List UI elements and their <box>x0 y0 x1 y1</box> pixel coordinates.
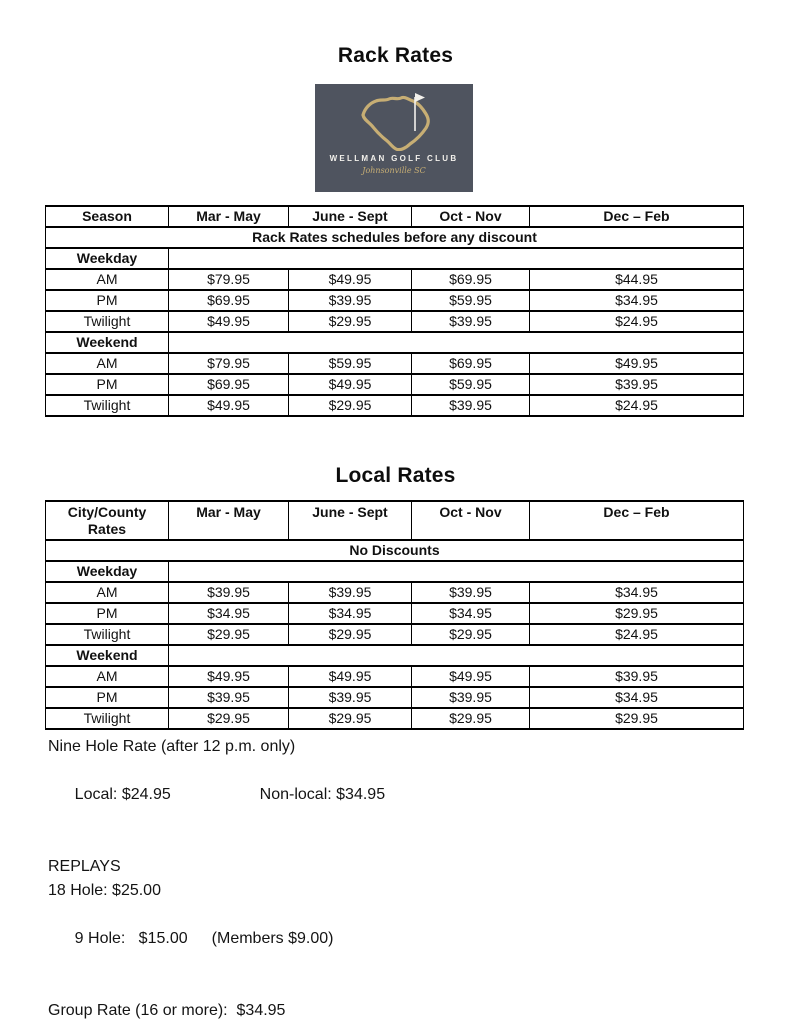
group-rate-line: Group Rate (16 or more): $34.95 <box>48 1002 286 1019</box>
section-row <box>46 561 744 582</box>
column-header: June - Sept <box>289 501 412 540</box>
rate-cell: $29.95 <box>412 708 530 729</box>
rate-cell: $34.95 <box>289 603 412 624</box>
rate-cell: $59.95 <box>412 374 530 395</box>
rate-cell: $69.95 <box>169 374 289 395</box>
row-label: Twilight <box>46 311 169 332</box>
rate-cell: $34.95 <box>169 603 289 624</box>
rate-cell: $29.95 <box>530 603 744 624</box>
rates-notes <box>48 735 728 1023</box>
rate-cell: $29.95 <box>289 311 412 332</box>
rate-cell: $24.95 <box>530 624 744 645</box>
rate-cell: $59.95 <box>412 290 530 311</box>
row-label: PM <box>46 687 169 708</box>
rate-cell: $49.95 <box>289 269 412 290</box>
nine-hole-local-rate: Local: $24.95 <box>74 786 171 803</box>
table-row <box>46 395 744 416</box>
section-row <box>46 248 744 269</box>
table-row <box>46 269 744 290</box>
section-row <box>46 645 744 666</box>
table-row <box>46 624 744 645</box>
rate-cell: $29.95 <box>169 624 289 645</box>
column-header: Dec – Feb <box>530 501 744 540</box>
rate-cell: $49.95 <box>530 353 744 374</box>
column-header: Mar - May <box>169 206 289 227</box>
table-row <box>46 374 744 395</box>
rate-cell: $29.95 <box>289 395 412 416</box>
table-row <box>46 290 744 311</box>
table-row <box>46 687 744 708</box>
table-row <box>46 353 744 374</box>
rate-cell: $24.95 <box>530 395 744 416</box>
table-subheader: Rack Rates schedules before any discount <box>46 227 744 248</box>
rate-cell: $49.95 <box>412 666 530 687</box>
section-label: Weekend <box>46 332 169 353</box>
column-header: Dec – Feb <box>530 206 744 227</box>
rack-rates-table <box>45 205 744 417</box>
rate-cell: $24.95 <box>530 311 744 332</box>
local-rates-table <box>45 500 744 730</box>
rack-rates-title: Rack Rates <box>337 44 454 67</box>
rate-cell: $79.95 <box>169 353 289 374</box>
rack-header-row <box>46 206 744 227</box>
row-label: PM <box>46 290 169 311</box>
section-row <box>46 332 744 353</box>
rate-cell: $39.95 <box>169 582 289 603</box>
section-label: Weekend <box>46 645 169 666</box>
rate-cell: $34.95 <box>530 290 744 311</box>
row-label: AM <box>46 269 169 290</box>
wellman-golf-club-logo <box>315 84 473 192</box>
section-spacer-cell <box>169 561 744 582</box>
rate-cell: $29.95 <box>289 624 412 645</box>
rate-cell: $39.95 <box>289 290 412 311</box>
column-header: City/County Rates <box>46 501 169 540</box>
rate-cell: $79.95 <box>169 269 289 290</box>
table-row <box>46 582 744 603</box>
row-label: AM <box>46 666 169 687</box>
nine-hole-heading: Nine Hole Rate (after 12 p.m. only) <box>48 738 296 755</box>
table-row <box>46 311 744 332</box>
table-row <box>46 603 744 624</box>
replay-9-hole-line <box>48 903 728 975</box>
table-subheader: No Discounts <box>46 540 744 561</box>
rate-cell: $44.95 <box>530 269 744 290</box>
section-spacer-cell <box>169 332 744 353</box>
row-label: Twilight <box>46 624 169 645</box>
rate-cell: $29.95 <box>530 708 744 729</box>
row-label: AM <box>46 582 169 603</box>
rate-cell: $69.95 <box>412 269 530 290</box>
rate-cell: $59.95 <box>289 353 412 374</box>
replays-heading: REPLAYS <box>48 858 121 875</box>
rate-cell: $39.95 <box>412 582 530 603</box>
section-spacer-cell <box>169 645 744 666</box>
section-spacer-cell <box>169 248 744 269</box>
rate-cell: $39.95 <box>412 395 530 416</box>
rate-cell: $34.95 <box>412 603 530 624</box>
rate-cell: $69.95 <box>169 290 289 311</box>
section-label: Weekday <box>46 561 169 582</box>
column-header: June - Sept <box>289 206 412 227</box>
column-header: Oct - Nov <box>412 206 530 227</box>
column-header: Oct - Nov <box>412 501 530 540</box>
replay-9-hole-price: $15.00 <box>138 930 188 947</box>
rate-cell: $39.95 <box>169 687 289 708</box>
rate-cell: $29.95 <box>169 708 289 729</box>
replay-9-hole-members-price: (Members $9.00) <box>211 930 334 947</box>
local-header-row <box>46 501 744 540</box>
local-rates-title: Local Rates <box>335 464 456 487</box>
row-label: PM <box>46 374 169 395</box>
rate-cell: $39.95 <box>530 666 744 687</box>
rate-cell: $39.95 <box>289 687 412 708</box>
rate-cell: $49.95 <box>169 311 289 332</box>
rate-cell: $49.95 <box>169 395 289 416</box>
replay-9-hole-label: 9 Hole: <box>74 930 126 947</box>
rate-cell: $39.95 <box>412 687 530 708</box>
local-subheader-row <box>46 540 744 561</box>
rate-cell: $39.95 <box>289 582 412 603</box>
south-carolina-outline-icon <box>315 89 473 151</box>
row-label: PM <box>46 603 169 624</box>
row-label: AM <box>46 353 169 374</box>
rate-cell: $49.95 <box>289 374 412 395</box>
row-label: Twilight <box>46 708 169 729</box>
club-location-text: Johnsonville SC <box>362 166 426 175</box>
nine-hole-rates-line <box>48 759 728 831</box>
rate-cell: $39.95 <box>530 374 744 395</box>
rate-cell: $29.95 <box>289 708 412 729</box>
row-label: Twilight <box>46 395 169 416</box>
rack-subheader-row <box>46 227 744 248</box>
table-row <box>46 708 744 729</box>
rate-cell: $69.95 <box>412 353 530 374</box>
rate-cell: $34.95 <box>530 687 744 708</box>
rate-cell: $49.95 <box>289 666 412 687</box>
club-name-wordmark: WELLMAN GOLF CLUB <box>329 154 459 163</box>
column-header: Mar - May <box>169 501 289 540</box>
rate-cell: $49.95 <box>169 666 289 687</box>
section-label: Weekday <box>46 248 169 269</box>
rate-cell: $34.95 <box>530 582 744 603</box>
rate-cell: $39.95 <box>412 311 530 332</box>
nine-hole-nonlocal-rate: Non-local: $34.95 <box>259 786 386 803</box>
rate-cell: $29.95 <box>412 624 530 645</box>
golf-flag-pennant-icon <box>415 93 425 102</box>
table-row <box>46 666 744 687</box>
replay-18-hole-rate: 18 Hole: $25.00 <box>48 882 161 899</box>
column-header: Season <box>46 206 169 227</box>
